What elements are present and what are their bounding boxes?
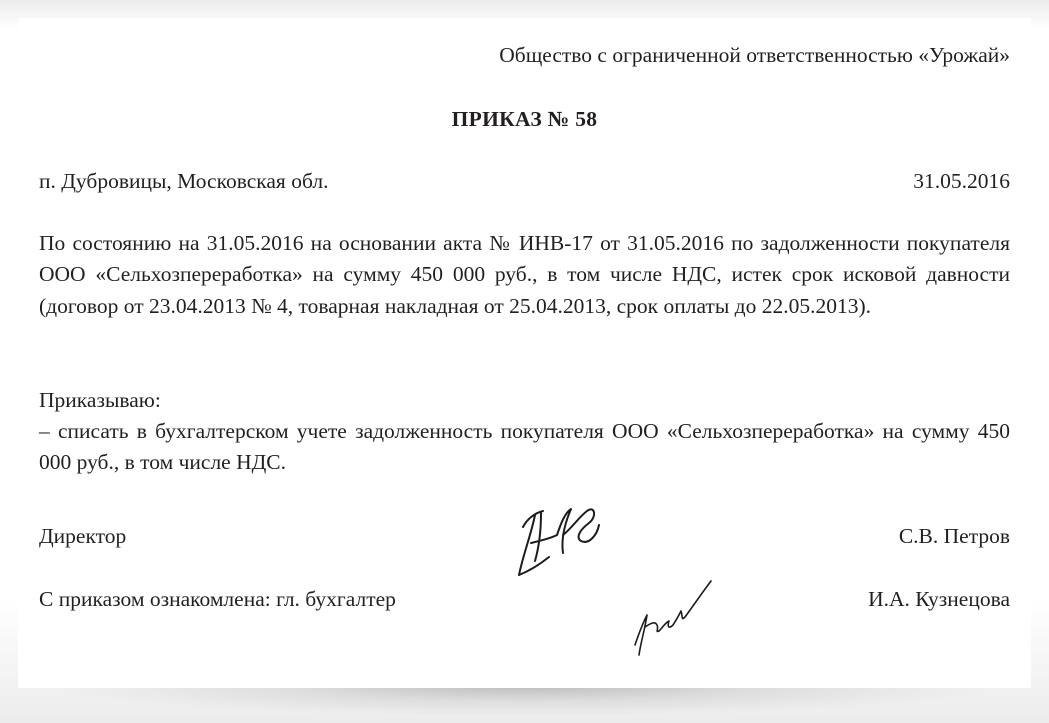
director-signature: [505, 495, 605, 585]
accountant-name: И.А. Кузнецова: [868, 587, 1010, 611]
organization-name: Общество с ограниченной ответственностью «Урожай»: [499, 43, 1010, 67]
order-date: 31.05.2016: [913, 169, 1010, 193]
order-heading: Приказываю:: [39, 388, 161, 412]
order-title: ПРИКАЗ № 58: [451, 107, 598, 131]
basis-paragraph: По состоянию на 31.05.2016 на основании акта № ИНВ-17 от 31.05.2016 по задолженности покупателя ООО «Сельхозпереработка» на сумму 450 000 руб., в том числе НДС, истек срок исковой давности (договор от 23.04.2013 № 4, товарная накладная от 25.04.2013, срок оплаты до 22.05.2013).: [39, 231, 1010, 318]
accountant-signature: [625, 575, 720, 665]
page-shadow: [40, 686, 1010, 716]
director-label: Директор: [39, 524, 127, 548]
order-item: – списать в бухгалтерском учете задолженность покупателя ООО «Сельхозпереработка» на сумму 450 000 руб., в том числе НДС.: [39, 419, 1010, 475]
order-place: п. Дубровицы, Московская обл.: [39, 169, 329, 193]
acknowledged-label: С приказом ознакомлена: гл. бухгалтер: [39, 587, 396, 611]
director-name: С.В. Петров: [898, 524, 1010, 548]
